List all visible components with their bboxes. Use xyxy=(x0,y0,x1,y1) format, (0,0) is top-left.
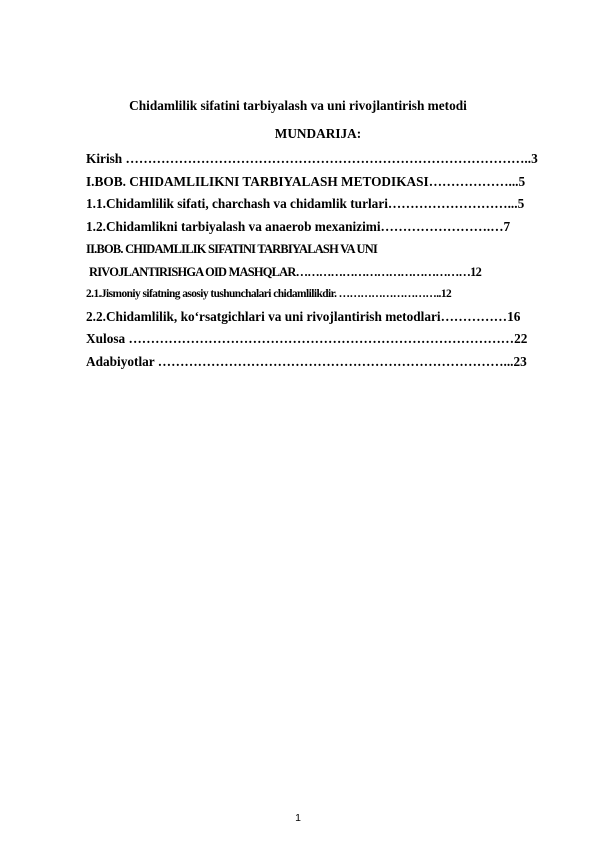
toc-entry-xulosa: Xulosa ……………………………………………………………………………22 xyxy=(86,331,528,346)
toc-heading: MUNDARIJA: xyxy=(274,126,362,141)
document-title: Chidamlilik sifatini tarbiyalash va uni rivojlantirish metodi xyxy=(129,98,467,113)
table-of-contents xyxy=(86,148,558,373)
toc-entry-section-2-2: 2.2.Chidamlilik, ko‘rsatgichlari va uni rivojlantirish metodlari……………16 xyxy=(86,308,521,324)
toc-entry-section-1-2: 1.2.Chidamlikni tarbiyalash va anaerob mexanizimi…………………….…7 xyxy=(86,218,511,234)
toc-entry-kirish: Kirish ………………………………………………………………………………..3 xyxy=(86,151,538,166)
toc-entry-chapter-1: I.BOB. CHIDAMLILIKNI TARBIYALASH METODIKASI………………...5 xyxy=(86,173,526,189)
toc-entry-adabiyotlar: Adabiyotlar ……………………………………………………………………...23 xyxy=(86,353,527,369)
page-number: 1 xyxy=(295,812,301,824)
toc-entry-section-2-1: 2.1.Jismoniy sifatning asosiy tushunchalari chidamlilikdir. ………………………..12 xyxy=(86,288,452,300)
toc-entry-section-1-1: 1.1.Chidamlilik sifati, charchash va chidamlik turlari………………………...5 xyxy=(86,196,525,211)
toc-entry-chapter-2-line-1: II.BOB. CHIDAMLILIK SIFATINI TARBIYALASH VA UNI xyxy=(86,242,378,256)
toc-entry-chapter-2-line-2: RIVOJLANTIRISHGA OID MASHQLAR………………………………………12 xyxy=(89,264,482,279)
